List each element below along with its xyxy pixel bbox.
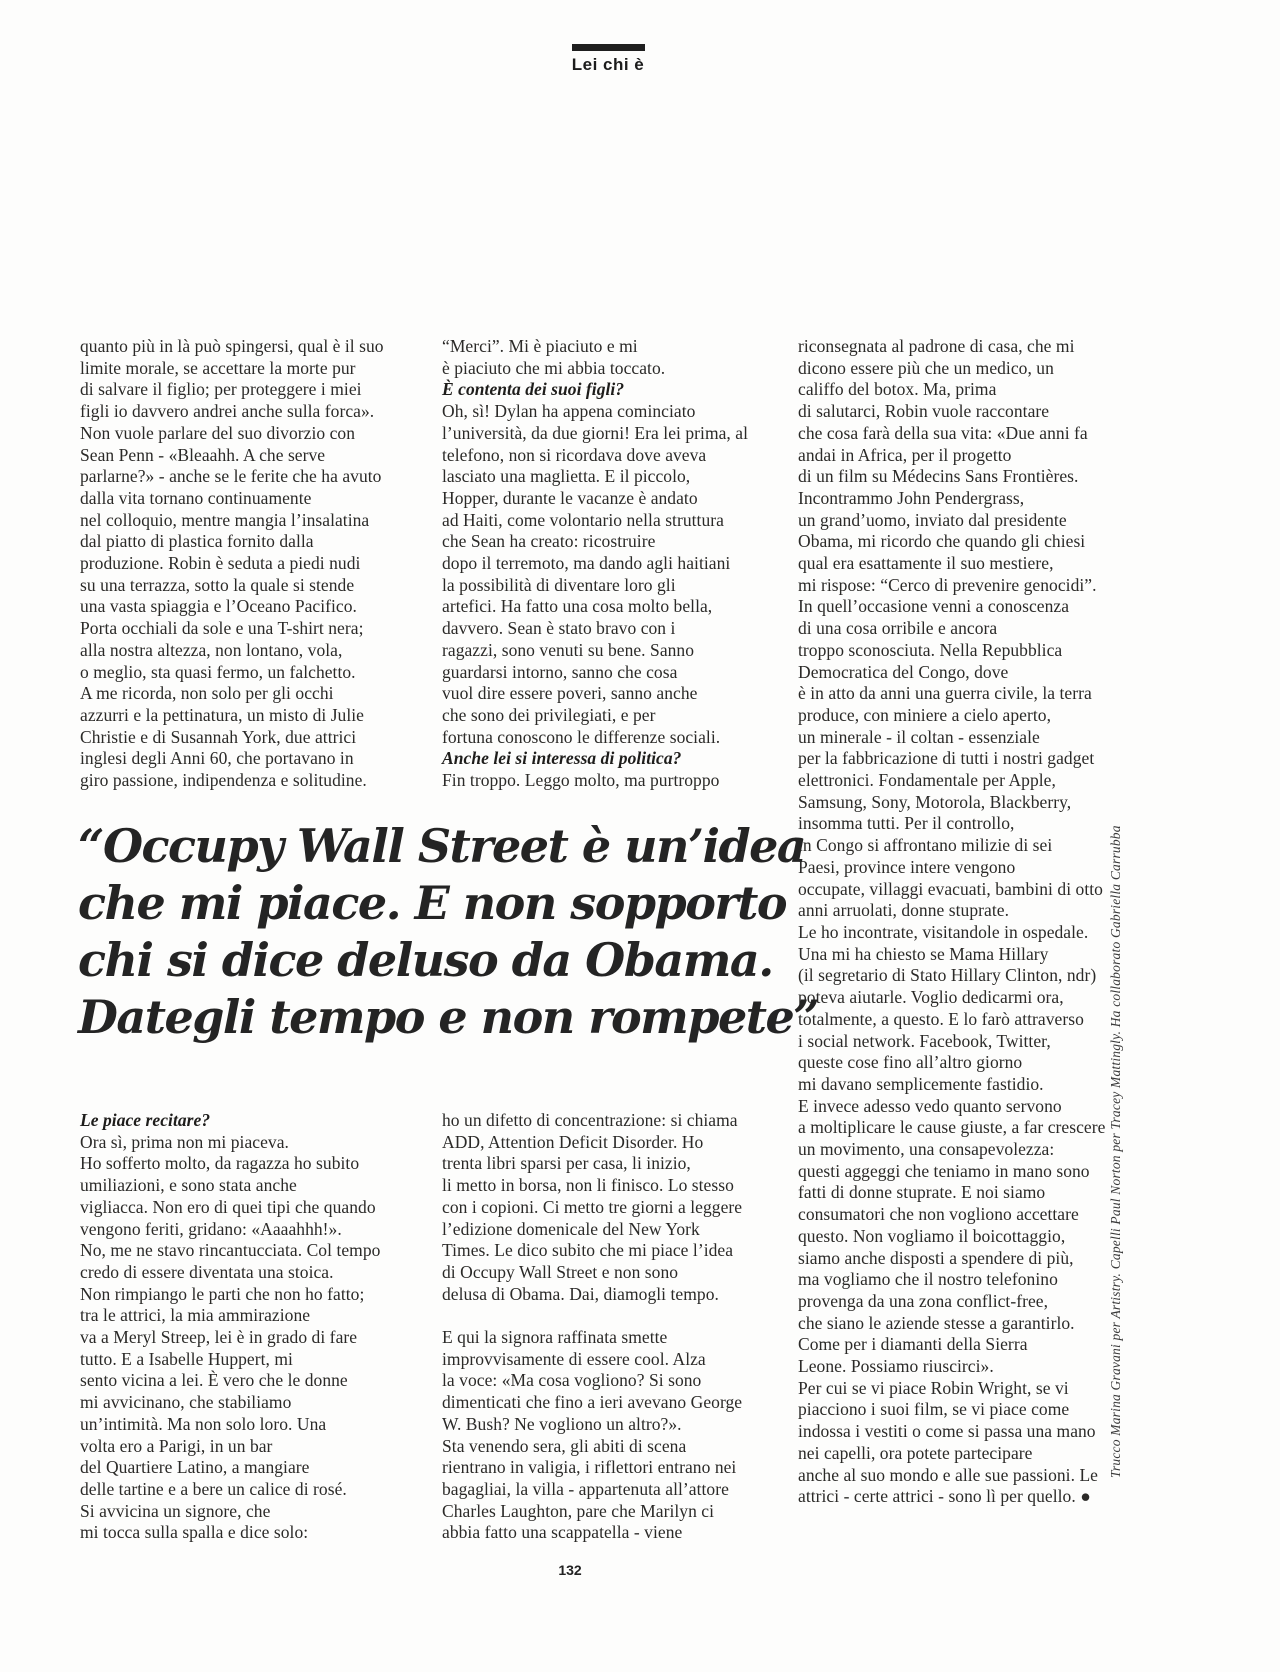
text-line: la possibilità di diventare loro gli xyxy=(442,574,676,595)
column-1-top xyxy=(80,336,384,792)
text-line: un movimento, una consapevolezza: xyxy=(798,1139,1055,1160)
text-line: Ho sofferto molto, da ragazza ho subito xyxy=(80,1153,360,1174)
text-line: che cosa farà della sua vita: «Due anni fa xyxy=(798,422,1088,443)
text-line: che sono dei privilegiati, e per xyxy=(442,704,656,725)
text-line: vengono feriti, gridano: «Aaaahhh!». xyxy=(80,1218,342,1239)
text-line: piacciono i suoi film, se vi piace come xyxy=(798,1399,1070,1420)
text-line: un grand’uomo, inviato dal presidente xyxy=(798,509,1067,530)
text-line: “Merci”. Mi è piaciuto e mi xyxy=(442,336,638,356)
text-line: trenta libri sparsi per casa, li inizio, xyxy=(442,1153,691,1174)
text-line: mi rispose: “Cerco di prevenire genocidi”. xyxy=(798,574,1097,595)
text-line: rientrano in valigia, i riflettori entrano nei xyxy=(442,1457,737,1478)
text-line: califfo del botox. Ma, prima xyxy=(798,379,997,400)
text-line: dimenticati che fino a ieri avevano George xyxy=(442,1392,743,1413)
text-line: indossa i vestiti o come si passa una mano xyxy=(798,1421,1096,1442)
text-line: produzione. Robin è seduta a piedi nudi xyxy=(80,553,361,574)
text-line: ragazzi, sono venuti su bene. Sanno xyxy=(442,639,695,660)
column-1-bottom xyxy=(80,1110,380,1544)
text-line: queste cose fino all’altro giorno xyxy=(798,1052,1023,1073)
text-line: riconsegnata al padrone di casa, che mi xyxy=(798,336,1075,356)
text-line: di salutarci, Robin vuole raccontare xyxy=(798,401,1050,422)
text-line: Dategli tempo e non rompete” xyxy=(78,990,819,1044)
text-line: W. Bush? Ne vogliono un altro?». xyxy=(442,1413,682,1434)
text-line: Anche lei si interessa di politica? xyxy=(442,748,682,769)
text-line: azzurri e la pettinatura, un misto di Julie xyxy=(80,704,365,725)
text-line: dopo il terremoto, ma dando agli haitiani xyxy=(442,553,731,574)
text-line: figli io davvero andrei anche sulla forca». xyxy=(80,401,375,422)
text-line: ho un difetto di concentrazione: si chiama xyxy=(442,1110,738,1130)
text-line: “Occupy Wall Street è un’idea xyxy=(78,819,806,873)
text-line: artefici. Ha fatto una cosa molto bella, xyxy=(442,596,713,617)
text-line: per la fabbricazione di tutti i nostri gadget xyxy=(798,748,1095,769)
text-line: o meglio, sta quasi fermo, un falchetto. xyxy=(80,661,356,682)
text-line: questi aggeggi che teniamo in mano sono xyxy=(798,1160,1090,1181)
text-line xyxy=(442,1305,742,1327)
text-line: Paesi, province intere vengono xyxy=(798,856,1016,877)
text-line: del Quartiere Latino, a mangiare xyxy=(80,1457,310,1478)
text-line: li metto in borsa, non li finisco. Lo stesso xyxy=(442,1175,734,1196)
text-line: qual era esattamente il suo mestiere, xyxy=(798,553,1054,574)
text-line: credo di essere diventata una stoica. xyxy=(80,1261,334,1282)
text-line: Si avvicina un signore, che xyxy=(80,1500,271,1521)
text-line: E qui la signora raffinata smette xyxy=(442,1327,668,1348)
text-line: Non rimpiango le parti che non ho fatto; xyxy=(80,1283,365,1304)
text-line: va a Meryl Streep, lei è in grado di fare xyxy=(80,1327,358,1348)
text-line: a moltiplicare le cause giuste, a far crescere xyxy=(798,1117,1106,1138)
text-line: di salvare il figlio; per proteggere i miei xyxy=(80,379,362,400)
text-line: Ora sì, prima non mi piaceva. xyxy=(80,1131,289,1152)
text-line: Incontrammo John Pendergrass, xyxy=(798,487,1025,508)
text-line: in Congo si affrontano milizie di sei xyxy=(798,835,1053,856)
text-line: dal piatto di plastica fornito dalla xyxy=(80,531,314,552)
text-line: l’università, da due giorni! Era lei prima, al xyxy=(442,422,749,443)
text-line: produce, con miniere a cielo aperto, xyxy=(798,704,1052,725)
text-line: nel colloquio, mentre mangia l’insalatina xyxy=(80,509,370,530)
text-line: l’edizione domenicale del New York xyxy=(442,1218,700,1239)
text-line: Porta occhiali da sole e una T-shirt nera; xyxy=(80,618,364,639)
text-line: Charles Laughton, pare che Marilyn ci xyxy=(442,1500,715,1521)
text-line: Per cui se vi piace Robin Wright, se vi xyxy=(798,1377,1069,1398)
text-line: è piaciuto che mi abbia toccato. xyxy=(442,357,666,378)
text-line: provenga da una zona conflict-free, xyxy=(798,1290,1049,1311)
text-line: Le ho incontrate, visitandole in ospedale. xyxy=(798,921,1089,942)
text-line: attrici - certe attrici - sono lì per quello. ● xyxy=(798,1486,1091,1507)
text-line: Fin troppo. Leggo molto, ma purtroppo xyxy=(442,770,720,791)
text-line: questo. Non vogliamo il boicottaggio, xyxy=(798,1225,1066,1246)
text-line: vigliacca. Non ero di quei tipi che quando xyxy=(80,1196,376,1217)
text-line: di un film su Médecins Sans Frontières. xyxy=(798,466,1079,487)
text-line: giro passione, indipendenza e solitudine. xyxy=(80,770,367,791)
page-number: 132 xyxy=(558,1562,582,1578)
credits-vertical: Trucco Marina Gravani per Artistry. Capelli Paul Norton per Tracey Mattingly. Ha collaborato Gabriella Carrubba xyxy=(1108,825,1123,1478)
text-line: Christie e di Susannah York, due attrici xyxy=(80,726,357,747)
text-line: Sean Penn - «Bleaahh. A che serve xyxy=(80,444,326,465)
text-line: dicono essere più che un medico, un xyxy=(798,357,1054,378)
text-line: totalmente, a questo. E lo farò attraverso xyxy=(798,1008,1084,1029)
text-line: con i copioni. Ci metto tre giorni a leggere xyxy=(442,1196,743,1217)
text-line: andai in Africa, per il progetto xyxy=(798,444,1012,465)
text-line: i social network. Facebook, Twitter, xyxy=(798,1030,1051,1051)
text-line: consumatori che non vogliono accettare xyxy=(798,1204,1079,1225)
text-line: Samsung, Sony, Motorola, Blackberry, xyxy=(798,791,1072,812)
text-line: di Occupy Wall Street e non sono xyxy=(442,1261,679,1282)
text-line: telefono, non si ricordava dove aveva xyxy=(442,444,707,465)
column-3 xyxy=(798,336,1105,1508)
text-line: abbia fatto una scappatella - viene xyxy=(442,1522,683,1543)
text-line: mi tocca sulla spalla e dice solo: xyxy=(80,1522,309,1543)
text-line: fortuna conoscono le differenze sociali. xyxy=(442,726,721,747)
text-line: che Sean ha creato: ricostruire xyxy=(442,531,656,552)
text-line: Obama, mi ricordo che quando gli chiesi xyxy=(798,531,1086,552)
text-line: su una terrazza, sotto la quale si stende xyxy=(80,574,355,595)
text-line: nei capelli, ora potete partecipare xyxy=(798,1442,1033,1463)
text-line: No, me ne stavo rincantucciata. Col tempo xyxy=(80,1240,381,1261)
text-line: davvero. Sean è stato bravo con i xyxy=(442,618,676,639)
pull-quote xyxy=(78,818,818,1046)
text-line: troppo sconosciuta. Nella Repubblica xyxy=(798,639,1063,660)
column-2-top xyxy=(442,336,748,792)
column-2-bottom xyxy=(442,1110,742,1544)
text-line: tra le attrici, la mia ammirazione xyxy=(80,1305,311,1326)
text-line: la voce: «Ma cosa vogliono? Si sono xyxy=(442,1370,702,1391)
text-line: Leone. Possiamo riuscirci». xyxy=(798,1356,994,1377)
text-line: dalla vita tornano continuamente xyxy=(80,487,312,508)
text-line: È contenta dei suoi figli? xyxy=(442,379,625,400)
text-line: quanto più in là può spingersi, qual è il suo xyxy=(80,336,384,356)
text-line: E invece adesso vedo quanto servono xyxy=(798,1095,1062,1116)
text-line: volta ero a Parigi, in un bar xyxy=(80,1435,273,1456)
text-line: In quell’occasione venni a conoscenza xyxy=(798,596,1070,617)
text-line: sento vicina a lei. È vero che le donne xyxy=(80,1370,348,1391)
text-line: Hopper, durante le vacanze è andato xyxy=(442,487,698,508)
text-line: poteva aiutarle. Voglio dedicarmi ora, xyxy=(798,987,1064,1008)
text-line: Come per i diamanti della Sierra xyxy=(798,1334,1028,1355)
text-line: che mi piace. E non sopporto xyxy=(78,876,787,930)
text-line: Sta venendo sera, gli abiti di scena xyxy=(442,1435,687,1456)
text-line: mi avvicinano, che stabiliamo xyxy=(80,1392,292,1413)
text-line: è in atto da anni una guerra civile, la terra xyxy=(798,683,1092,704)
text-line: alla nostra altezza, non lontano, vola, xyxy=(80,639,343,660)
text-line: tutto. E a Isabelle Huppert, mi xyxy=(80,1348,293,1369)
text-line: fatti di donne stuprate. E noi siamo xyxy=(798,1182,1046,1203)
text-line: mi davano semplicemente fastidio. xyxy=(798,1073,1044,1094)
text-line: inglesi degli Anni 60, che portavano in xyxy=(80,748,354,769)
text-line: Una mi ha chiesto se Mama Hillary xyxy=(798,943,1049,964)
text-line: umiliazioni, e sono stata anche xyxy=(80,1175,297,1196)
text-line: chi si dice deluso da Obama. xyxy=(78,933,773,987)
text-line: occupate, villaggi evacuati, bambini di otto xyxy=(798,878,1103,899)
text-line: anche al suo mondo e alle sue passioni. Le xyxy=(798,1464,1099,1485)
text-line: guardarsi intorno, sanno che cosa xyxy=(442,661,678,682)
text-line: un’intimità. Ma non solo loro. Una xyxy=(80,1413,327,1434)
text-line: di una cosa orribile e ancora xyxy=(798,618,998,639)
text-line: parlarne?» - anche se le ferite che ha avuto xyxy=(80,466,382,487)
text-line: insomma tutti. Per il controllo, xyxy=(798,813,1015,834)
text-line: improvvisamente di essere cool. Alza xyxy=(442,1348,706,1369)
text-line: anni arruolati, donne stuprate. xyxy=(798,900,1009,921)
text-line: che siano le aziende stesse a garantirlo. xyxy=(798,1312,1075,1333)
text-line: un minerale - il coltan - essenziale xyxy=(798,726,1040,747)
text-line: ADD, Attention Deficit Disorder. Ho xyxy=(442,1131,704,1152)
text-line: A me ricorda, non solo per gli occhi xyxy=(80,683,334,704)
text-line: (il segretario di Stato Hillary Clinton, ndr) xyxy=(798,965,1097,986)
text-line: Non vuole parlare del suo divorzio con xyxy=(80,422,356,443)
text-line: una vasta spiaggia e l’Oceano Pacifico. xyxy=(80,596,357,617)
text-line: ad Haiti, come volontario nella struttura xyxy=(442,509,724,530)
text-line: vuol dire essere poveri, sanno anche xyxy=(442,683,698,704)
section-kicker: Lei chi è xyxy=(571,55,645,74)
text-line: lasciato una maglietta. E il piccolo, xyxy=(442,466,691,487)
text-line: siamo anche disposti a spendere di più, xyxy=(798,1247,1074,1268)
text-line: Democratica del Congo, dove xyxy=(798,661,1009,682)
text-line: limite morale, se accettare la morte pur xyxy=(80,357,356,378)
text-line: Times. Le dico subito che mi piace l’idea xyxy=(442,1240,734,1261)
text-line: Oh, sì! Dylan ha appena cominciato xyxy=(442,401,696,422)
text-line: Le piace recitare? xyxy=(80,1110,211,1130)
text-line: bagagliai, la villa - appartenuta all’attore xyxy=(442,1478,729,1499)
text-line: elettronici. Fondamentale per Apple, xyxy=(798,770,1056,791)
kicker-bar xyxy=(572,44,645,51)
text-line: ma vogliamo che il nostro telefonino xyxy=(798,1269,1058,1290)
text-line: delle tartine e a bere un calice di rosé. xyxy=(80,1478,347,1499)
text-line: delusa di Obama. Dai, diamogli tempo. xyxy=(442,1283,719,1304)
